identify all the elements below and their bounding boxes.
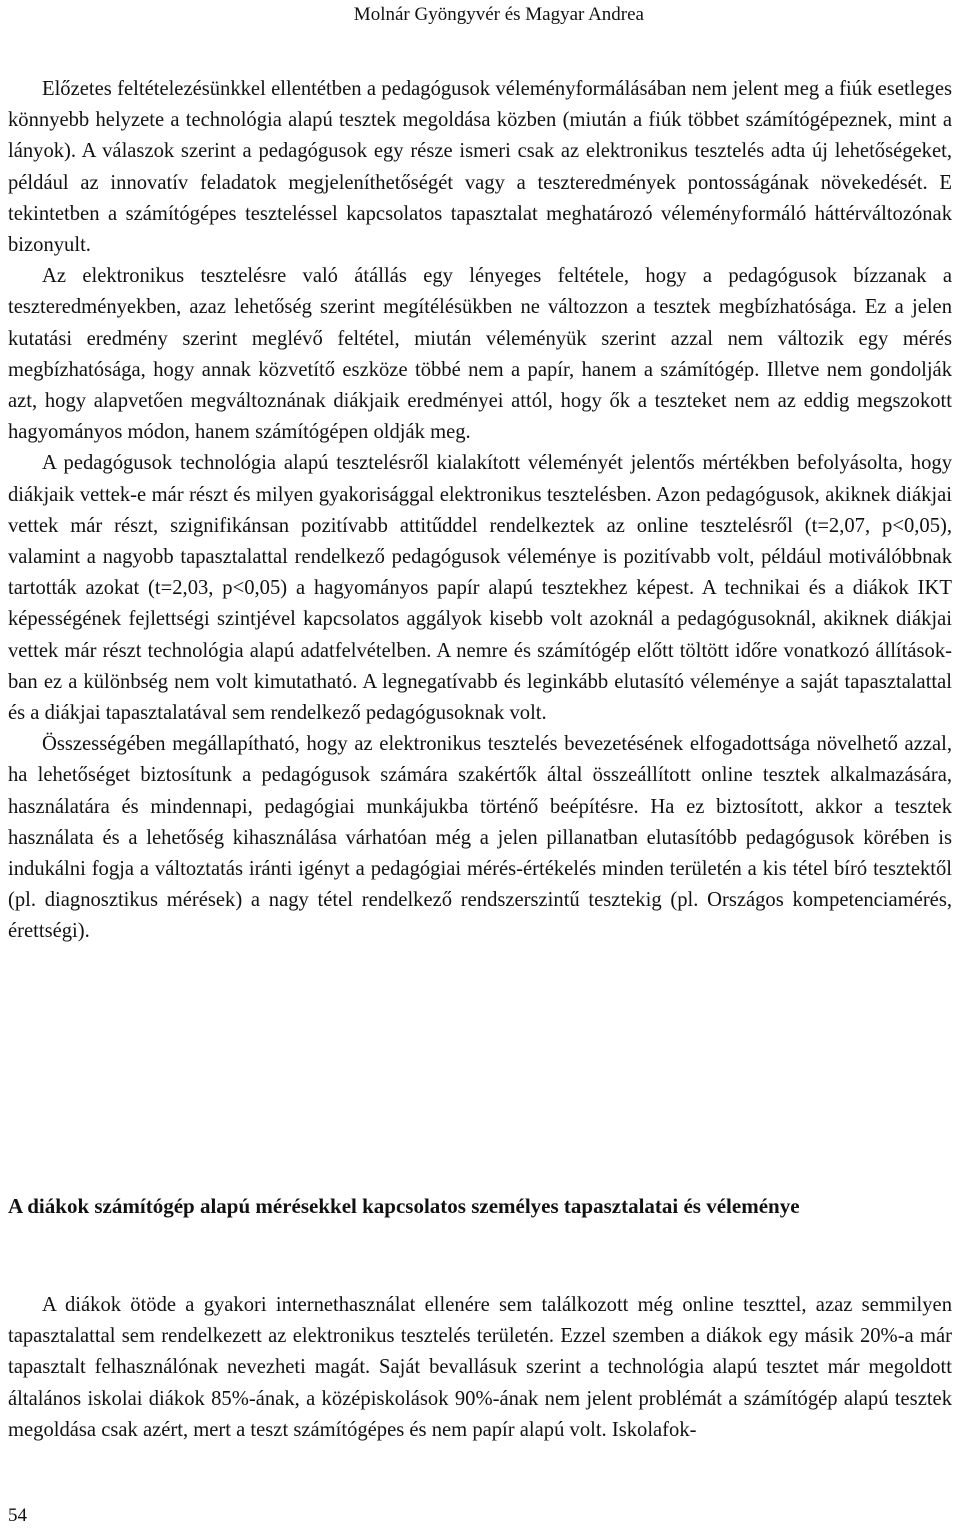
paragraph: Előzetes feltételezésünkkel ellentétben a pedagógusok véleményformálásában nem jelent meg a fiúk esetleges könnyebb helyzete a technológia alapú tesztek megoldása közben (miután a fiúk többet számítógépeznek, mint a lányok). A válaszok szerint a pedagógusok egy része ismeri csak az elektronikus tesztelés adta új lehetőségeket, például az innovatív feladatok megjeleníthetőségét vagy a teszteredmények pontosságának növekedését. E tekintetben a számítógépes teszteléssel kapcsolatos tapasztalat meghatározó véleményformáló háttérváltozónak bizonyult. [8, 78, 952, 257]
section-body [8, 1290, 952, 1446]
running-head: Molnár Gyöngyvér és Magyar Andrea [353, 4, 644, 25]
page-number: 54 [8, 1505, 27, 1526]
paragraph: A diákok ötöde a gyakori internethasználat ellenére sem találkozott még online teszttel, azaz semmilyen tapasztalattal sem rendelkezett az elektronikus tesztelés területén. Ezzel szemben a diákok egy másik 20%-a már tapasztalt felhasználónak nevezheti magát. Saját bevallásuk szerint a technológia alapú tesztet már megoldott általános iskolai diákok 85%-ának, a középiskolások 90%-ának nem jelent problémát a számítógép alapú tesztek megoldása csak azért, mert a teszt számítógépes és nem papír alapú volt. Iskolafok- [8, 1294, 952, 1441]
section-heading: A diákok számítógép alapú mérésekkel kapcsolatos személyes tapasztalatai és véleménye [8, 1194, 800, 1218]
body-text [8, 74, 952, 948]
paragraph: Összességében megállapítható, hogy az elektronikus tesztelés bevezetésének elfogadottsága növelhető azzal, ha lehetőséget biztosítunk a pedagógusok számára szakértők által összeállított online tesztek alkalmazására, használatára és mindennapi, pedagógiai munkájukba történő beépítésre. Ha ez biztosított, akkor a tesztek használata és a lehetőség kihasználása várhatóan még a jelen pillanatban elutasítóbb pedagógusok körében is indukálni fogja a változtatás iránti igényt a pedagógiai mérés-értékelés minden területén a kis tétel bíró tesztektől (pl. diagnosztikus mérések) a nagy tétel rendelkező rendszerszintű tesztekig (pl. Országos kompetenciamérés, érettségi). [8, 733, 952, 943]
paragraph: Az elektronikus tesztelésre való átállás egy lényeges feltétele, hogy a pedagógusok bízzanak a teszteredményekben, azaz lehetőség szerint megítélésükben ne változzon a tesztek megbízhatósága. Ez a jelen kutatási eredmény szerint meglévő feltétel, miután véleményük szerint azzal nem változik egy mérés megbízhatósága, hogy annak közvetítő eszköze többé nem a papír, hanem a számítógép. Illetve nem gondolják azt, hogy alapvetően megváltoznának diákjaik eredményei attól, hogy ők a teszteket nem az eddig megszokott hagyományos módon, hanem számítógépen oldják meg. [8, 265, 952, 444]
paragraph: A pedagógusok technológia alapú tesztelésről kialakított véleményét jelentős mértékben befolyásolta, hogy diákjaik vettek-e már részt és milyen gyakorisággal elektronikus tesztelésben. Azon pedagógusok, akiknek diákjai vettek már részt, szignifikánsan pozitívabb attitűddel rendelkeztek az online tesztelésről (t=2,07, p<0,05), valamint a nagyobb tapasztalattal rendelkező pedagógusok véleménye is pozitívabb volt, például motiválóbbnak tartották azokat (t=2,03, p<0,05) a hagyományos papír alapú tesztekhez képest. A technikai és a diákok IKT képességének fejlettségi szintjével kapcsolatos aggályok kisebb volt azoknál a pedagógusoknál, akiknek diákjai vettek már részt technológia alapú adatfelvételben. A nemre és számítógép előtt töltött időre vonatkozó állításokban ez a különbség nem volt kimutatható. A legnegatívabb és leginkább elutasító véleménye a saját tapasztalattal és a diákjai tapasztalatával sem rendelkező pedagógusoknak volt. [8, 452, 952, 725]
